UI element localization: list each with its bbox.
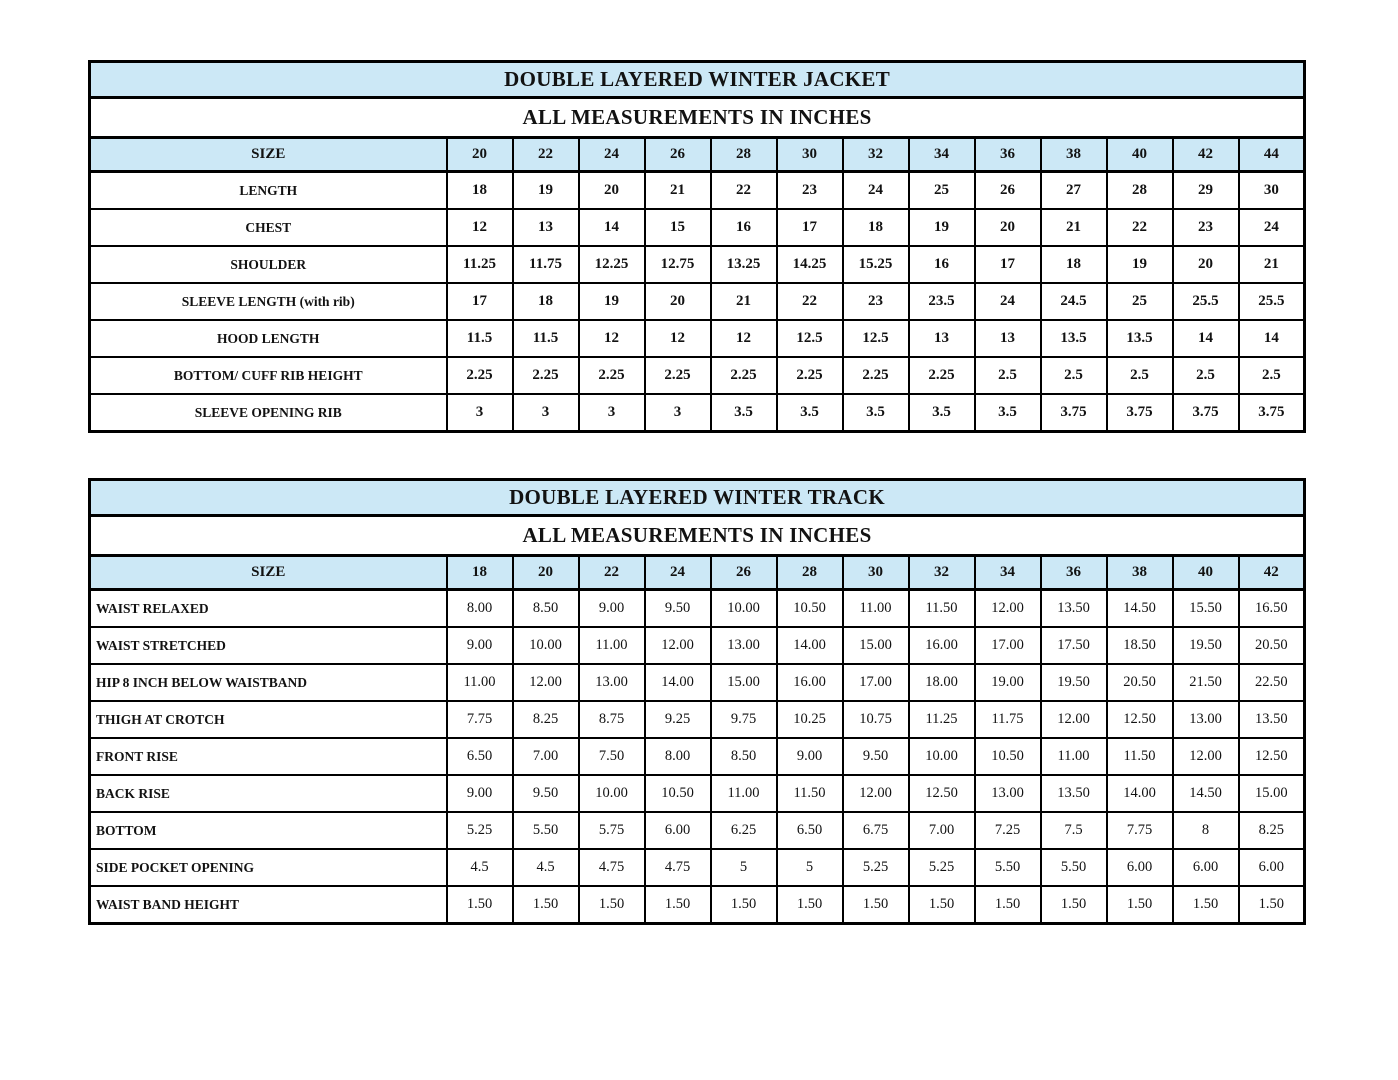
value-cell: 6.50 [777, 812, 843, 849]
value-cell: 8.75 [579, 701, 645, 738]
value-cell: 2.5 [975, 357, 1041, 394]
value-cell: 11.50 [909, 590, 975, 628]
value-cell: 13.5 [1107, 320, 1173, 357]
size-header-cell: 18 [447, 556, 513, 590]
value-cell: 1.50 [1239, 886, 1305, 924]
value-cell: 18 [447, 172, 513, 210]
measurement-row [90, 812, 1305, 849]
value-cell: 10.00 [579, 775, 645, 812]
row-label: WAIST RELAXED [90, 590, 447, 628]
table-title: DOUBLE LAYERED WINTER TRACK [90, 480, 1305, 516]
size-header-cell: 36 [1041, 556, 1107, 590]
measurement-row [90, 357, 1305, 394]
value-cell: 9.75 [711, 701, 777, 738]
value-cell: 11.75 [975, 701, 1041, 738]
value-cell: 16.50 [1239, 590, 1305, 628]
size-column-header: SIZE [90, 138, 447, 172]
table-subtitle-row [90, 98, 1305, 138]
size-header-cell: 24 [579, 138, 645, 172]
value-cell: 5.25 [909, 849, 975, 886]
value-cell: 4.75 [645, 849, 711, 886]
size-header-cell: 24 [645, 556, 711, 590]
value-cell: 5.25 [447, 812, 513, 849]
measurement-row [90, 886, 1305, 924]
value-cell: 9.50 [645, 590, 711, 628]
value-cell: 17 [777, 209, 843, 246]
value-cell: 2.25 [513, 357, 579, 394]
value-cell: 6.00 [1107, 849, 1173, 886]
value-cell: 6.50 [447, 738, 513, 775]
row-label: LENGTH [90, 172, 447, 210]
size-header-row [90, 138, 1305, 172]
value-cell: 9.00 [447, 775, 513, 812]
table-subtitle: ALL MEASUREMENTS IN INCHES [90, 516, 1305, 556]
value-cell: 12 [579, 320, 645, 357]
value-cell: 28 [1107, 172, 1173, 210]
value-cell: 13.25 [711, 246, 777, 283]
value-cell: 14.00 [645, 664, 711, 701]
value-cell: 17.00 [975, 627, 1041, 664]
value-cell: 4.5 [513, 849, 579, 886]
size-header-cell: 38 [1107, 556, 1173, 590]
value-cell: 8.25 [513, 701, 579, 738]
value-cell: 8.00 [447, 590, 513, 628]
value-cell: 14.00 [777, 627, 843, 664]
value-cell: 10.00 [513, 627, 579, 664]
value-cell: 2.25 [777, 357, 843, 394]
value-cell: 3 [447, 394, 513, 432]
value-cell: 6.00 [645, 812, 711, 849]
value-cell: 22.50 [1239, 664, 1305, 701]
value-cell: 12 [645, 320, 711, 357]
value-cell: 12.75 [645, 246, 711, 283]
table-title-row [90, 480, 1305, 516]
value-cell: 14.00 [1107, 775, 1173, 812]
size-header-cell: 26 [711, 556, 777, 590]
value-cell: 13 [909, 320, 975, 357]
measurement-row [90, 849, 1305, 886]
value-cell: 13.50 [1239, 701, 1305, 738]
value-cell: 29 [1173, 172, 1239, 210]
size-header-cell: 36 [975, 138, 1041, 172]
value-cell: 1.50 [975, 886, 1041, 924]
value-cell: 12.50 [1107, 701, 1173, 738]
value-cell: 12.5 [777, 320, 843, 357]
value-cell: 13 [513, 209, 579, 246]
table-subtitle-row [90, 516, 1305, 556]
value-cell: 21 [1041, 209, 1107, 246]
value-cell: 17.00 [843, 664, 909, 701]
value-cell: 8.50 [513, 590, 579, 628]
value-cell: 13.00 [579, 664, 645, 701]
value-cell: 25.5 [1173, 283, 1239, 320]
value-cell: 10.00 [909, 738, 975, 775]
value-cell: 12.50 [909, 775, 975, 812]
value-cell: 12.00 [645, 627, 711, 664]
value-cell: 10.50 [975, 738, 1041, 775]
size-header-cell: 34 [909, 138, 975, 172]
size-header-cell: 30 [777, 138, 843, 172]
size-header-cell: 34 [975, 556, 1041, 590]
value-cell: 1.50 [1173, 886, 1239, 924]
value-cell: 6.25 [711, 812, 777, 849]
value-cell: 12.00 [1041, 701, 1107, 738]
value-cell: 30 [1239, 172, 1305, 210]
value-cell: 25.5 [1239, 283, 1305, 320]
value-cell: 6.75 [843, 812, 909, 849]
value-cell: 10.50 [777, 590, 843, 628]
value-cell: 9.50 [513, 775, 579, 812]
row-label: SIDE POCKET OPENING [90, 849, 447, 886]
size-header-cell: 44 [1239, 138, 1305, 172]
value-cell: 5.75 [579, 812, 645, 849]
size-header-cell: 28 [711, 138, 777, 172]
value-cell: 9.25 [645, 701, 711, 738]
value-cell: 8.50 [711, 738, 777, 775]
value-cell: 5.50 [1041, 849, 1107, 886]
value-cell: 3.5 [711, 394, 777, 432]
value-cell: 21 [711, 283, 777, 320]
row-label: WAIST BAND HEIGHT [90, 886, 447, 924]
row-label: SHOULDER [90, 246, 447, 283]
value-cell: 8 [1173, 812, 1239, 849]
value-cell: 10.25 [777, 701, 843, 738]
value-cell: 11.00 [579, 627, 645, 664]
value-cell: 18.00 [909, 664, 975, 701]
value-cell: 1.50 [645, 886, 711, 924]
value-cell: 5.50 [975, 849, 1041, 886]
value-cell: 5.50 [513, 812, 579, 849]
value-cell: 18 [1041, 246, 1107, 283]
value-cell: 7.75 [1107, 812, 1173, 849]
value-cell: 12 [711, 320, 777, 357]
value-cell: 1.50 [777, 886, 843, 924]
size-header-cell: 20 [447, 138, 513, 172]
measurement-row [90, 590, 1305, 628]
value-cell: 13.50 [1041, 590, 1107, 628]
value-cell: 19 [513, 172, 579, 210]
value-cell: 20.50 [1239, 627, 1305, 664]
value-cell: 16.00 [777, 664, 843, 701]
row-label: BACK RISE [90, 775, 447, 812]
size-header-cell: 32 [843, 138, 909, 172]
value-cell: 19.50 [1041, 664, 1107, 701]
measurement-row [90, 172, 1305, 210]
size-header-cell: 32 [909, 556, 975, 590]
value-cell: 12.25 [579, 246, 645, 283]
row-label: SLEEVE LENGTH (with rib) [90, 283, 447, 320]
value-cell: 11.5 [513, 320, 579, 357]
table-title: DOUBLE LAYERED WINTER JACKET [90, 62, 1305, 98]
value-cell: 3.5 [843, 394, 909, 432]
value-cell: 14 [1173, 320, 1239, 357]
row-label: THIGH AT CROTCH [90, 701, 447, 738]
value-cell: 8.00 [645, 738, 711, 775]
value-cell: 12.50 [1239, 738, 1305, 775]
value-cell: 17.50 [1041, 627, 1107, 664]
value-cell: 22 [1107, 209, 1173, 246]
value-cell: 18 [513, 283, 579, 320]
value-cell: 11.00 [711, 775, 777, 812]
value-cell: 3.75 [1107, 394, 1173, 432]
value-cell: 11.50 [777, 775, 843, 812]
value-cell: 4.5 [447, 849, 513, 886]
value-cell: 2.5 [1107, 357, 1173, 394]
value-cell: 7.25 [975, 812, 1041, 849]
value-cell: 27 [1041, 172, 1107, 210]
measurement-row [90, 209, 1305, 246]
value-cell: 2.5 [1239, 357, 1305, 394]
value-cell: 13.00 [1173, 701, 1239, 738]
value-cell: 1.50 [579, 886, 645, 924]
value-cell: 3 [645, 394, 711, 432]
value-cell: 26 [975, 172, 1041, 210]
value-cell: 13.00 [711, 627, 777, 664]
value-cell: 4.75 [579, 849, 645, 886]
value-cell: 15.00 [843, 627, 909, 664]
value-cell: 22 [777, 283, 843, 320]
value-cell: 19 [579, 283, 645, 320]
value-cell: 14.50 [1173, 775, 1239, 812]
value-cell: 17 [975, 246, 1041, 283]
value-cell: 24 [843, 172, 909, 210]
value-cell: 20 [975, 209, 1041, 246]
value-cell: 12.00 [975, 590, 1041, 628]
value-cell: 21 [645, 172, 711, 210]
value-cell: 14.25 [777, 246, 843, 283]
value-cell: 20 [579, 172, 645, 210]
value-cell: 24 [975, 283, 1041, 320]
value-cell: 1.50 [1041, 886, 1107, 924]
value-cell: 11.00 [843, 590, 909, 628]
track-size-table [88, 478, 1306, 925]
value-cell: 11.5 [447, 320, 513, 357]
value-cell: 15.00 [711, 664, 777, 701]
value-cell: 15.25 [843, 246, 909, 283]
row-label: FRONT RISE [90, 738, 447, 775]
value-cell: 9.00 [447, 627, 513, 664]
value-cell: 2.25 [579, 357, 645, 394]
row-label: CHEST [90, 209, 447, 246]
row-label: SLEEVE OPENING RIB [90, 394, 447, 432]
value-cell: 20 [645, 283, 711, 320]
measurement-row [90, 738, 1305, 775]
value-cell: 11.75 [513, 246, 579, 283]
value-cell: 14 [579, 209, 645, 246]
value-cell: 10.50 [645, 775, 711, 812]
value-cell: 1.50 [513, 886, 579, 924]
value-cell: 9.00 [777, 738, 843, 775]
value-cell: 13.50 [1041, 775, 1107, 812]
value-cell: 2.25 [843, 357, 909, 394]
table-subtitle: ALL MEASUREMENTS IN INCHES [90, 98, 1305, 138]
size-header-cell: 30 [843, 556, 909, 590]
value-cell: 11.25 [909, 701, 975, 738]
row-label: HIP 8 INCH BELOW WAISTBAND [90, 664, 447, 701]
value-cell: 6.00 [1173, 849, 1239, 886]
value-cell: 25 [1107, 283, 1173, 320]
value-cell: 2.25 [909, 357, 975, 394]
value-cell: 7.00 [513, 738, 579, 775]
row-label: HOOD LENGTH [90, 320, 447, 357]
table-title-row [90, 62, 1305, 98]
value-cell: 14 [1239, 320, 1305, 357]
value-cell: 23.5 [909, 283, 975, 320]
value-cell: 1.50 [711, 886, 777, 924]
size-header-cell: 42 [1239, 556, 1305, 590]
value-cell: 20.50 [1107, 664, 1173, 701]
measurement-row [90, 320, 1305, 357]
value-cell: 3.75 [1173, 394, 1239, 432]
size-header-row [90, 556, 1305, 590]
value-cell: 2.25 [645, 357, 711, 394]
value-cell: 11.25 [447, 246, 513, 283]
value-cell: 3.5 [975, 394, 1041, 432]
value-cell: 25 [909, 172, 975, 210]
value-cell: 19.50 [1173, 627, 1239, 664]
jacket-size-table [88, 60, 1306, 433]
measurement-row [90, 283, 1305, 320]
value-cell: 19 [1107, 246, 1173, 283]
value-cell: 15.50 [1173, 590, 1239, 628]
value-cell: 9.50 [843, 738, 909, 775]
size-header-cell: 38 [1041, 138, 1107, 172]
measurement-row [90, 664, 1305, 701]
size-column-header: SIZE [90, 556, 447, 590]
value-cell: 22 [711, 172, 777, 210]
value-cell: 23 [1173, 209, 1239, 246]
value-cell: 1.50 [909, 886, 975, 924]
value-cell: 11.50 [1107, 738, 1173, 775]
value-cell: 3.75 [1239, 394, 1305, 432]
value-cell: 18 [843, 209, 909, 246]
value-cell: 2.5 [1041, 357, 1107, 394]
value-cell: 21 [1239, 246, 1305, 283]
value-cell: 13 [975, 320, 1041, 357]
value-cell: 19.00 [975, 664, 1041, 701]
value-cell: 12 [447, 209, 513, 246]
value-cell: 5 [777, 849, 843, 886]
value-cell: 13.5 [1041, 320, 1107, 357]
size-header-cell: 22 [579, 556, 645, 590]
value-cell: 23 [843, 283, 909, 320]
value-cell: 12.5 [843, 320, 909, 357]
value-cell: 3.5 [777, 394, 843, 432]
measurement-row [90, 627, 1305, 664]
size-header-cell: 20 [513, 556, 579, 590]
value-cell: 5 [711, 849, 777, 886]
value-cell: 2.5 [1173, 357, 1239, 394]
measurement-row [90, 394, 1305, 432]
value-cell: 6.00 [1239, 849, 1305, 886]
value-cell: 2.25 [711, 357, 777, 394]
size-header-cell: 40 [1173, 556, 1239, 590]
value-cell: 9.00 [579, 590, 645, 628]
value-cell: 2.25 [447, 357, 513, 394]
value-cell: 19 [909, 209, 975, 246]
value-cell: 3.5 [909, 394, 975, 432]
value-cell: 12.00 [513, 664, 579, 701]
size-header-cell: 40 [1107, 138, 1173, 172]
size-header-cell: 26 [645, 138, 711, 172]
value-cell: 24 [1239, 209, 1305, 246]
value-cell: 7.5 [1041, 812, 1107, 849]
value-cell: 1.50 [447, 886, 513, 924]
value-cell: 18.50 [1107, 627, 1173, 664]
value-cell: 15.00 [1239, 775, 1305, 812]
value-cell: 16 [909, 246, 975, 283]
value-cell: 23 [777, 172, 843, 210]
measurement-row [90, 701, 1305, 738]
value-cell: 12.00 [1173, 738, 1239, 775]
row-label: WAIST STRETCHED [90, 627, 447, 664]
value-cell: 10.00 [711, 590, 777, 628]
value-cell: 13.00 [975, 775, 1041, 812]
value-cell: 7.50 [579, 738, 645, 775]
value-cell: 14.50 [1107, 590, 1173, 628]
value-cell: 7.00 [909, 812, 975, 849]
size-header-cell: 28 [777, 556, 843, 590]
value-cell: 16.00 [909, 627, 975, 664]
value-cell: 10.75 [843, 701, 909, 738]
value-cell: 1.50 [1107, 886, 1173, 924]
value-cell: 12.00 [843, 775, 909, 812]
value-cell: 11.00 [447, 664, 513, 701]
size-header-cell: 22 [513, 138, 579, 172]
value-cell: 21.50 [1173, 664, 1239, 701]
value-cell: 3 [513, 394, 579, 432]
value-cell: 3.75 [1041, 394, 1107, 432]
row-label: BOTTOM/ CUFF RIB HEIGHT [90, 357, 447, 394]
value-cell: 5.25 [843, 849, 909, 886]
value-cell: 20 [1173, 246, 1239, 283]
row-label: BOTTOM [90, 812, 447, 849]
value-cell: 3 [579, 394, 645, 432]
size-header-cell: 42 [1173, 138, 1239, 172]
measurement-row [90, 246, 1305, 283]
value-cell: 7.75 [447, 701, 513, 738]
value-cell: 17 [447, 283, 513, 320]
value-cell: 11.00 [1041, 738, 1107, 775]
value-cell: 8.25 [1239, 812, 1305, 849]
measurement-row [90, 775, 1305, 812]
value-cell: 16 [711, 209, 777, 246]
value-cell: 1.50 [843, 886, 909, 924]
value-cell: 15 [645, 209, 711, 246]
value-cell: 24.5 [1041, 283, 1107, 320]
